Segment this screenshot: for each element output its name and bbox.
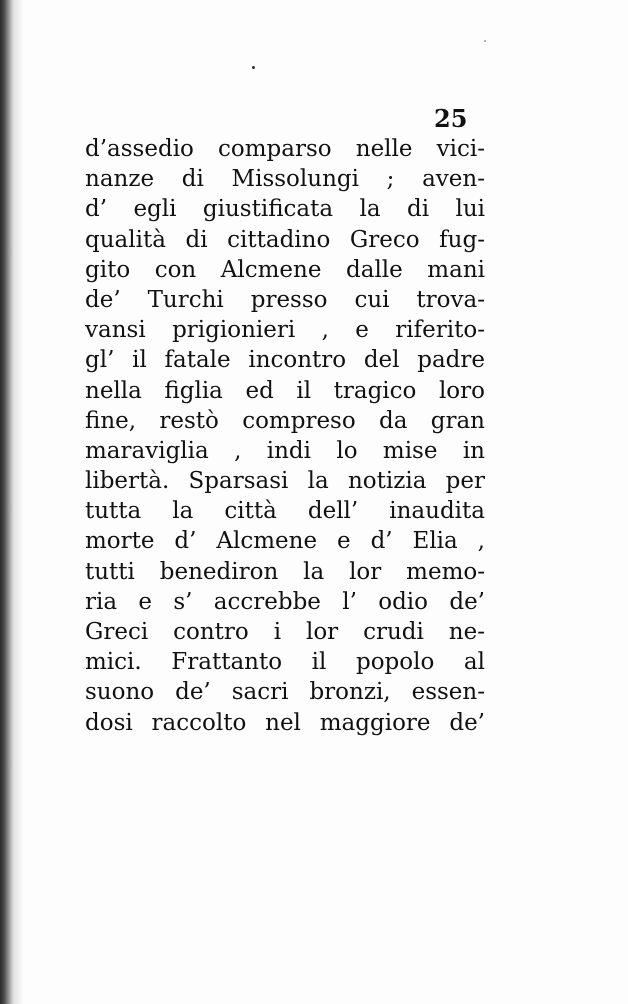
text-line: tutti benediron la lor memo- (85, 558, 485, 585)
page-binding-shadow (14, 0, 24, 1004)
text-line: d’ egli giustificata la di lui (85, 196, 485, 223)
text-line: Greci contro i lor crudi ne- (85, 619, 485, 645)
page-binding-edge (0, 0, 14, 1004)
text-line: libertà. Sparsasi la notizia per (85, 468, 485, 495)
text-line: morte d’ Alcmene e d’ Elia , (85, 528, 485, 555)
text-line: nanze di Missolungi ; aven- (85, 166, 485, 193)
paper-speck (484, 40, 486, 42)
text-line: de’ Turchi presso cui trova- (85, 286, 485, 313)
text-line: suono de’ sacri bronzi, essen- (85, 679, 485, 706)
text-line: fine, restò compreso da gran (85, 407, 485, 434)
text-line: d’assedio comparso nelle vici- (85, 136, 485, 162)
text-line: qualità di cittadino Greco fug- (85, 226, 485, 253)
text-line: gl’ il fatale incontro del padre (85, 347, 485, 374)
text-line: ria e s’ accrebbe l’ odio de’ (85, 588, 485, 615)
text-line: tutta la città dell’ inaudita (85, 498, 485, 525)
page-number: 25 (434, 104, 468, 133)
text-line: nella figlia ed il tragico loro (85, 377, 485, 404)
body-text (85, 134, 485, 738)
paper-speck (252, 66, 255, 69)
text-line: gito con Alcmene dalle mani (85, 256, 485, 283)
text-line: vansi prigionieri , e riferito- (85, 317, 485, 344)
text-line: maraviglia , indi lo mise in (85, 437, 485, 464)
text-line: dosi raccolto nel maggiore de’ (85, 709, 485, 736)
text-line: mici. Frattanto il popolo al (85, 649, 485, 676)
